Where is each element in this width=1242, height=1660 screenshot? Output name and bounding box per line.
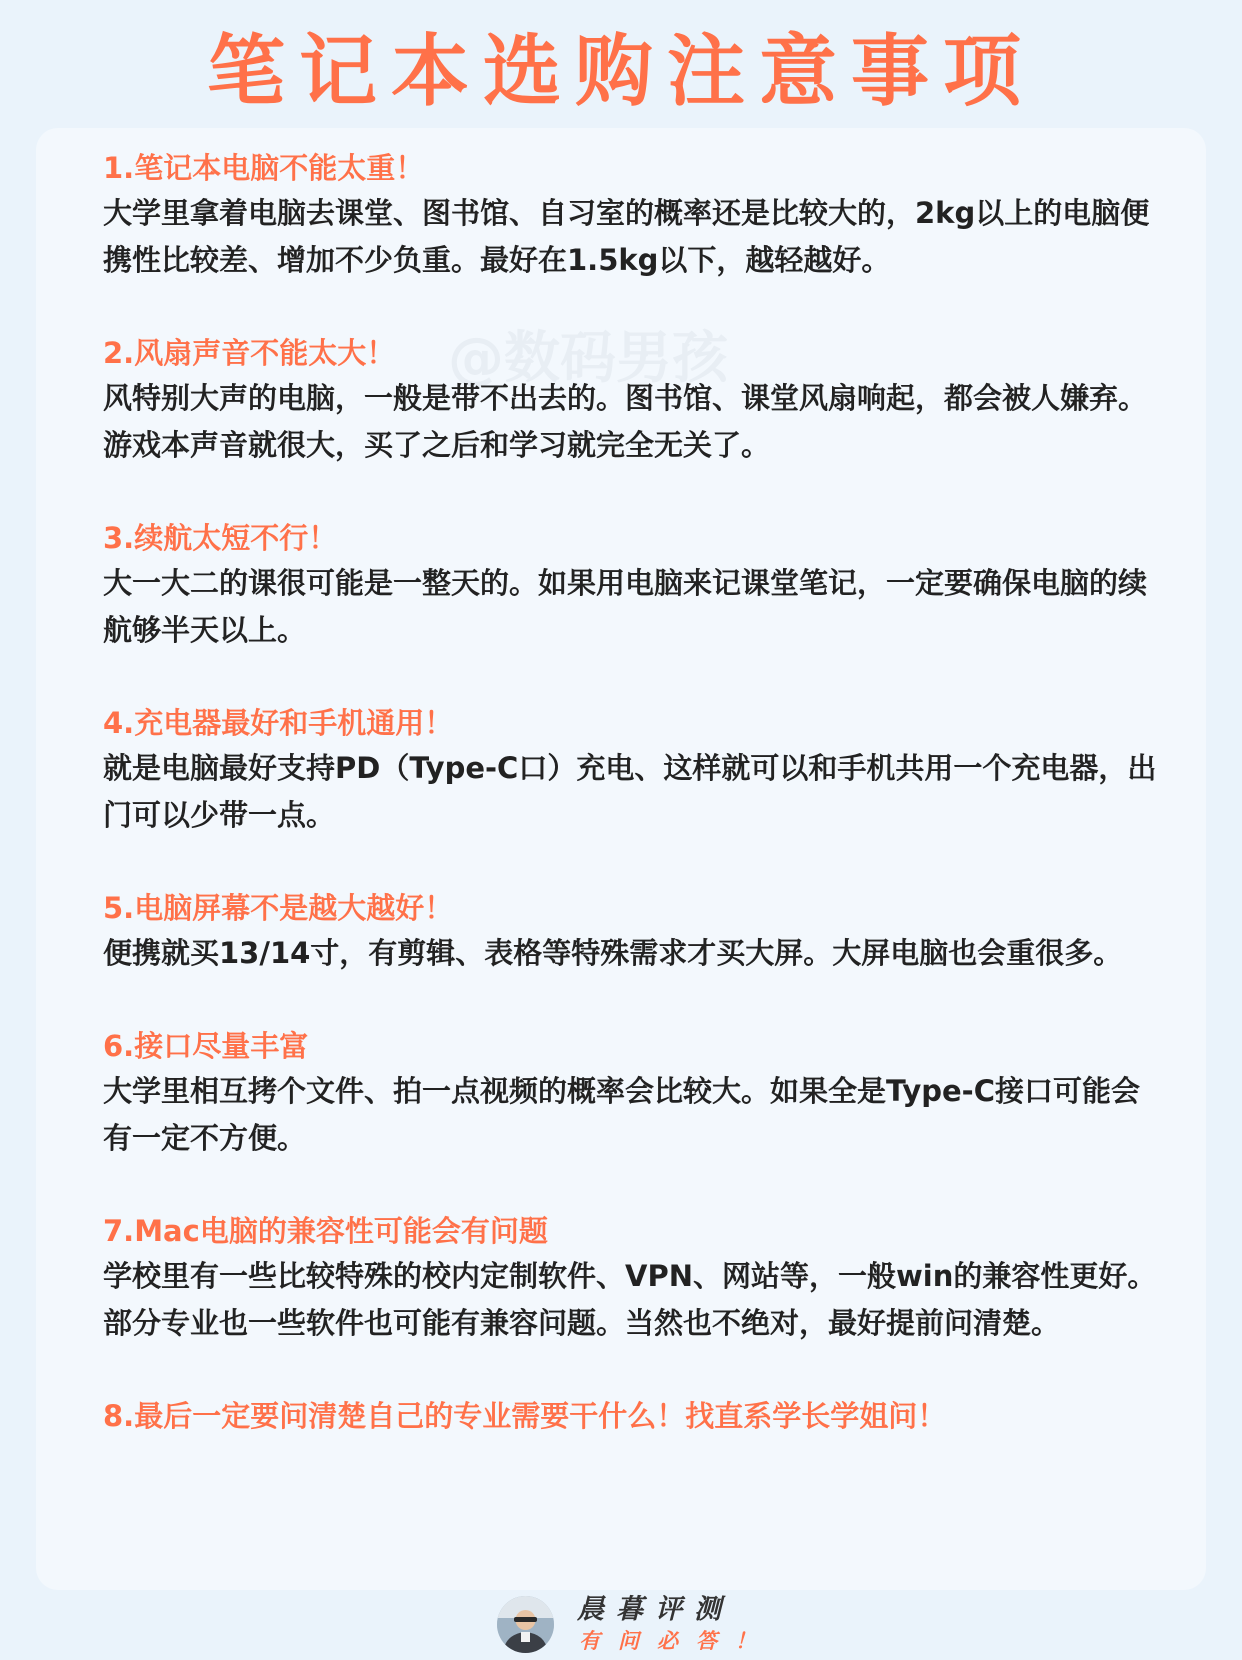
tip-item: [103, 331, 1163, 469]
tip-heading: 3.续航太短不行！: [103, 521, 338, 555]
tip-body: 便携就买13/14寸，有剪辑、表格等特殊需求才买大屏。大屏电脑也会重很多。: [103, 936, 1123, 970]
tip-heading: 7.Mac电脑的兼容性可能会有问题: [103, 1214, 548, 1248]
tip-body: 大学里相互拷个文件、拍一点视频的概率会比较大。如果全是Type-C接口可能会有一定不方便。: [103, 1074, 1140, 1155]
watermark: @数码男孩: [448, 326, 728, 391]
tip-item: [103, 146, 1163, 284]
tip-body: 就是电脑最好支持PD（Type-C口）充电、这样就可以和手机共用一个充电器，出门可以少带一点。: [103, 751, 1157, 832]
page-title: 笔记本选购注意事项: [206, 27, 1035, 117]
brand-name: 晨暮评测: [577, 1594, 733, 1625]
tip-item: [103, 1209, 1163, 1347]
tip-item: [103, 886, 1163, 977]
tip-body: 大一大二的课很可能是一整天的。如果用电脑来记课堂笔记，一定要确保电脑的续航够半天以上。: [103, 566, 1148, 647]
tip-heading: 5.电脑屏幕不是越大越好！: [103, 891, 454, 925]
tip-item: [103, 701, 1163, 839]
brand-slogan: 有问必答！: [579, 1629, 774, 1653]
tip-heading: 2.风扇声音不能太大！: [103, 336, 396, 370]
tip-body: 风特别大声的电脑，一般是带不出去的。图书馆、课堂风扇响起，都会被人嫌弃。游戏本声音就很大，买了之后和学习就完全无关了。: [103, 381, 1148, 462]
tip-body: 学校里有一些比较特殊的校内定制软件、VPN、网站等，一般win的兼容性更好。部分专业也一些软件也可能有兼容问题。当然也不绝对，最好提前问清楚。: [103, 1259, 1157, 1340]
tip-heading: 4.充电器最好和手机通用！: [103, 706, 454, 740]
tip-item: [103, 1394, 1163, 1438]
tip-body: 大学里拿着电脑去课堂、图书馆、自习室的概率还是比较大的，2kg以上的电脑便携性比较差、增加不少负重。最好在1.5kg以下，越轻越好。: [103, 196, 1150, 277]
tip-heading: 6.接口尽量丰富: [103, 1029, 309, 1063]
person-avatar-icon: [497, 1596, 554, 1653]
tips-list: [103, 146, 1163, 1485]
tip-heading: 8.最后一定要问清楚自己的专业需要干什么！找直系学长学姐问！: [103, 1399, 947, 1433]
tip-item: [103, 1024, 1163, 1162]
content-card: [36, 128, 1206, 1590]
tip-heading: 1.笔记本电脑不能太重！: [103, 151, 425, 185]
tip-item: [103, 516, 1163, 654]
